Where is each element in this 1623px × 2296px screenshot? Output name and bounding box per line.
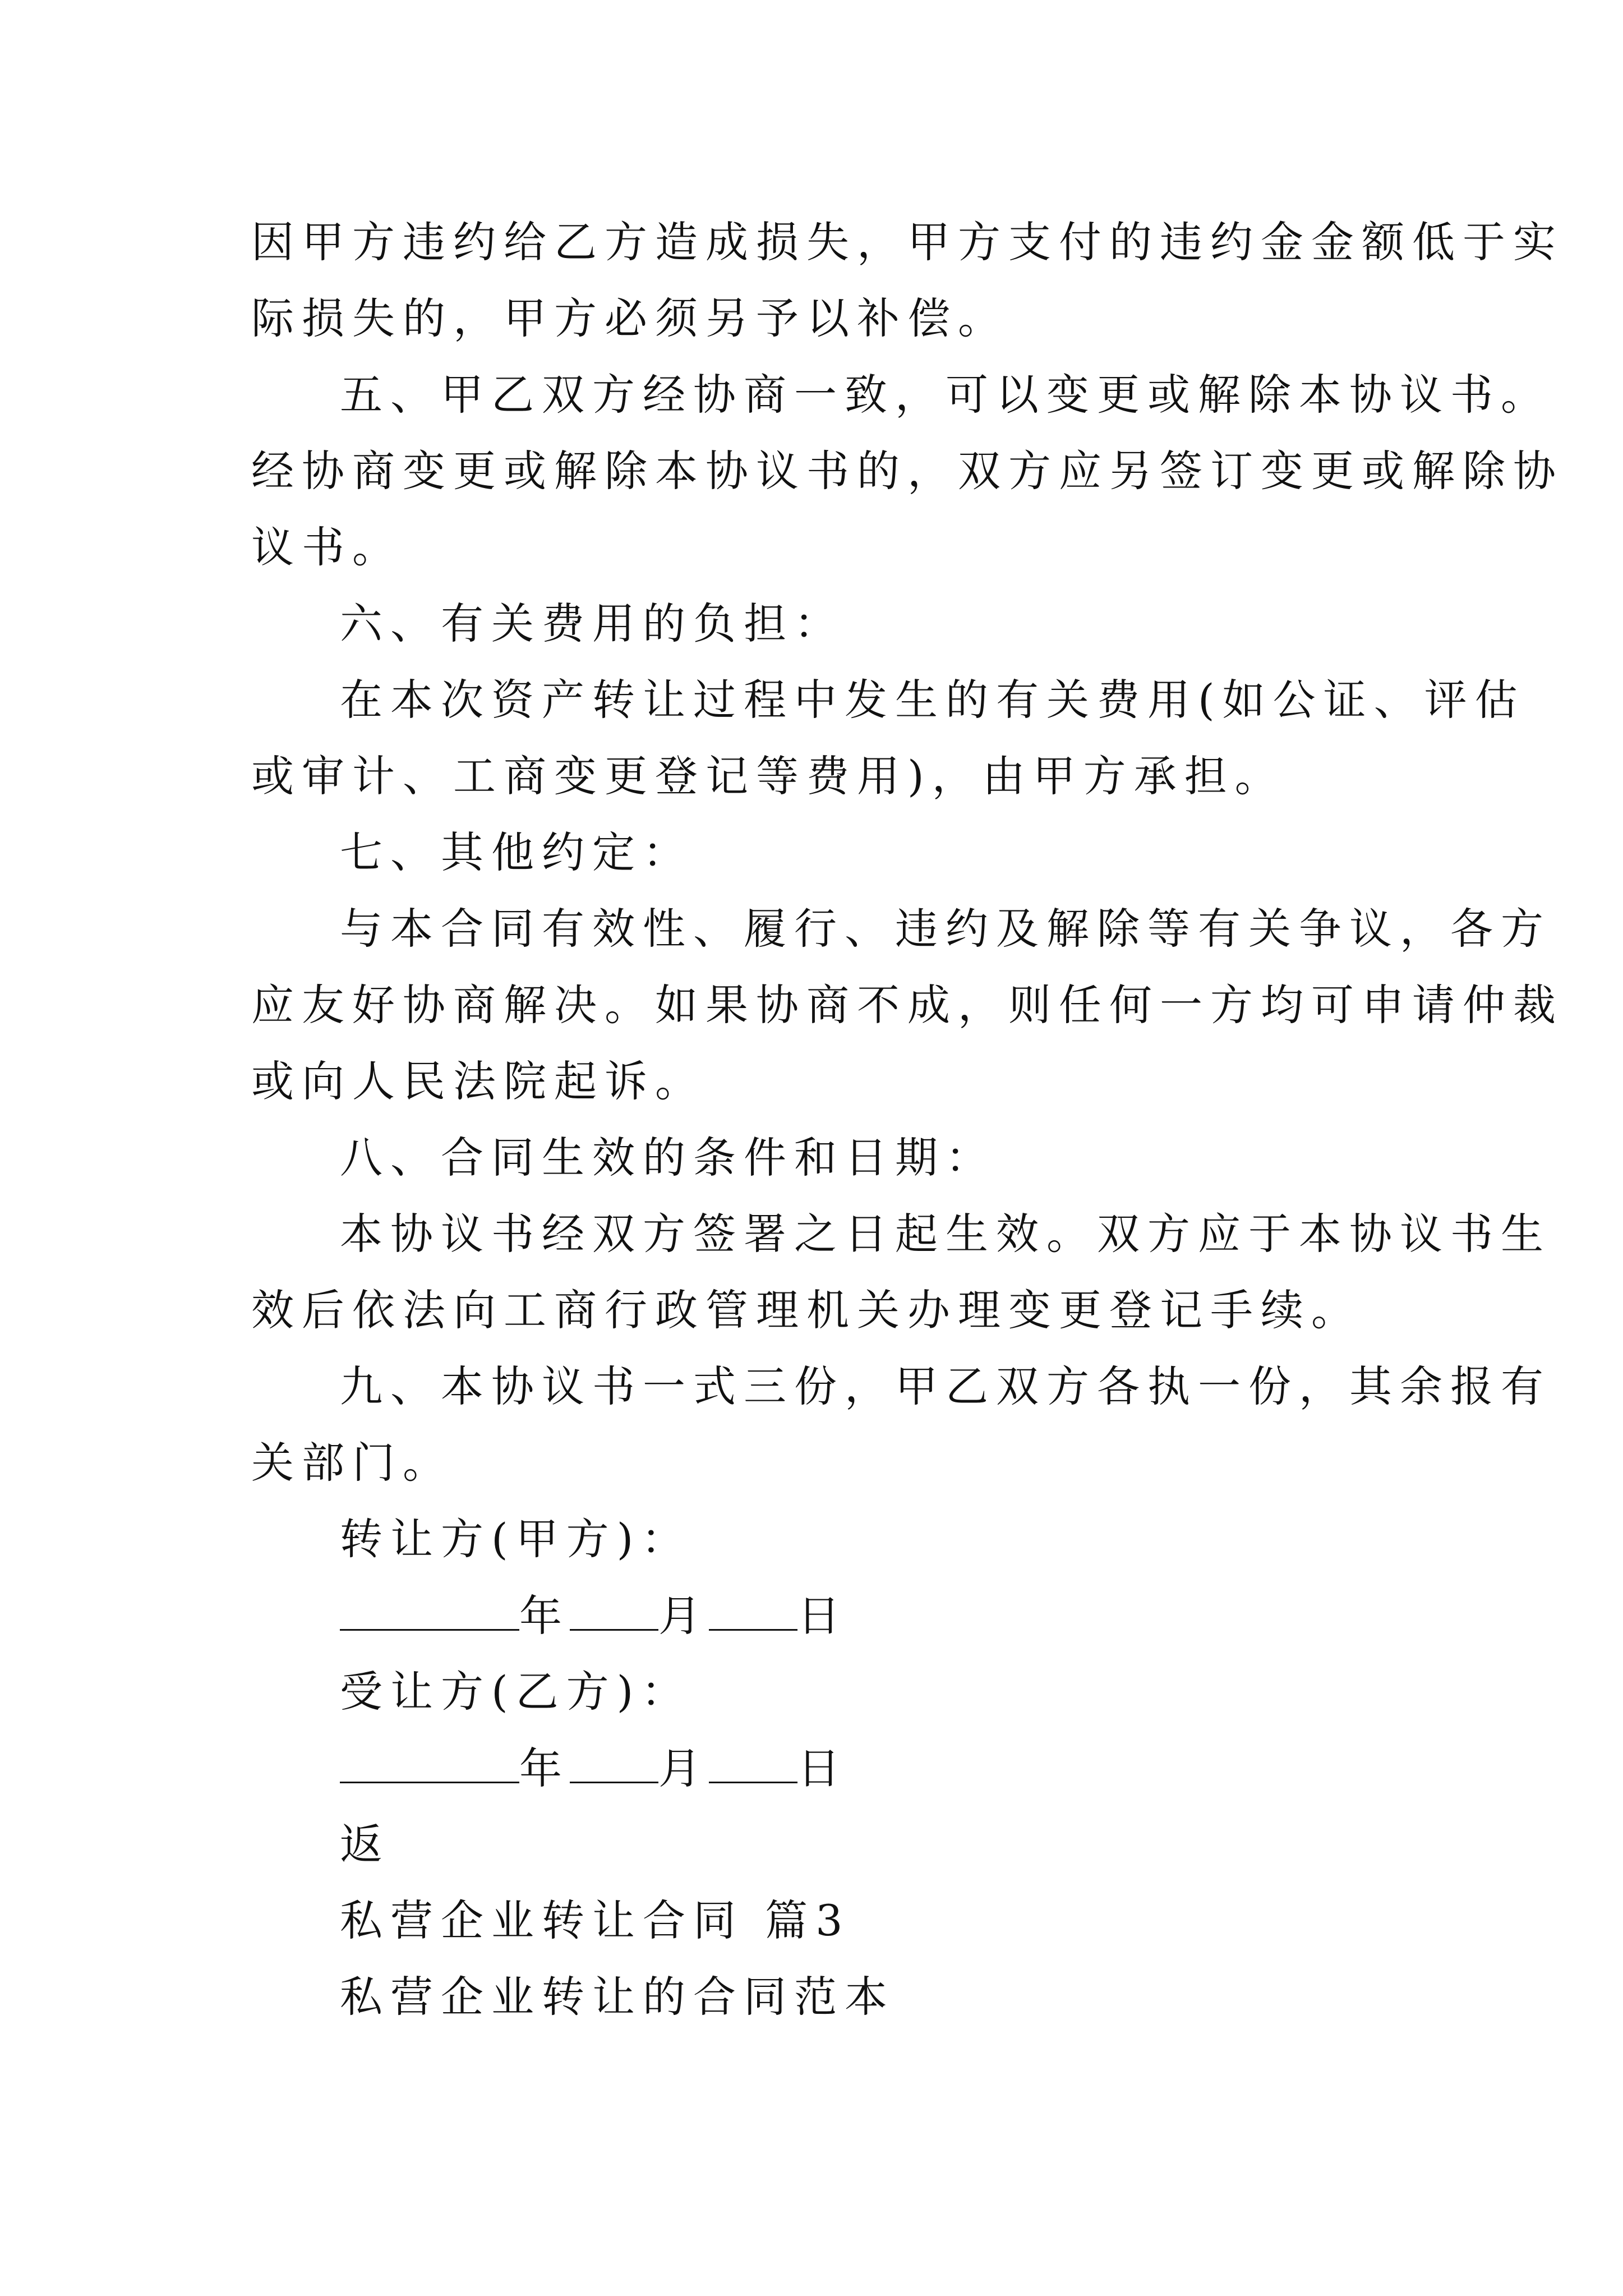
transferor-label: 转让方(甲方)：: [340, 1514, 692, 1564]
month-blank: [570, 1594, 658, 1631]
paragraph-line: 效后依法向工商行政管理机关办理变更登记手续。: [251, 1285, 1362, 1335]
clause-8-heading: 八、合同生效的条件和日期：: [340, 1133, 996, 1182]
paragraph-line: 议书。: [251, 522, 403, 572]
day-blank: [709, 1594, 797, 1631]
paragraph-line: 应友好协商解决。如果协商不成，则任何一方均可申请仲裁: [251, 980, 1564, 1030]
section-subtitle: 私营企业转让的合同范本: [340, 1972, 895, 2022]
paragraph-line: 在本次资产转让过程中发生的有关费用(如公证、评估: [340, 675, 1525, 725]
paragraph-line: 本协议书经双方签署之日起生效。双方应于本协议书生: [340, 1209, 1551, 1259]
year-blank: [340, 1747, 519, 1783]
clause-9-heading: 九、本协议书一式三份，甲乙双方各执一份，其余报有: [340, 1361, 1551, 1411]
paragraph-line: 与本合同有效性、履行、违约及解除等有关争议，各方: [340, 904, 1551, 954]
month-label: 月: [658, 1591, 709, 1641]
month-blank: [570, 1747, 658, 1783]
paragraph-line: 或审计、工商变更登记等费用)，由甲方承担。: [251, 751, 1285, 801]
year-label: 年: [519, 1743, 570, 1793]
clause-5-heading: 五、甲乙双方经协商一致，可以变更或解除本协议书。: [340, 370, 1551, 420]
day-blank: [709, 1747, 797, 1783]
transferor-date-line: [340, 1591, 848, 1641]
return-link[interactable]: 返: [340, 1819, 390, 1869]
transferee-label: 受让方(乙方)：: [340, 1667, 692, 1717]
paragraph-line: 关部门。: [251, 1438, 453, 1488]
document-page: [251, 0, 1564, 2296]
paragraph-line: 经协商变更或解除本协议书的，双方应另签订变更或解除协: [251, 446, 1564, 496]
paragraph-line: 因甲方违约给乙方造成损失，甲方支付的违约金金额低于实: [251, 217, 1564, 267]
paragraph-line: 际损失的，甲方必须另予以补偿。: [251, 293, 1008, 343]
day-label: 日: [797, 1591, 848, 1641]
paragraph-line: 或向人民法院起诉。: [251, 1056, 706, 1106]
section-title: 私营企业转让合同 篇3: [340, 1895, 851, 1945]
year-label: 年: [519, 1591, 570, 1641]
year-blank: [340, 1594, 519, 1631]
month-label: 月: [658, 1743, 709, 1793]
clause-6-heading: 六、有关费用的负担：: [340, 599, 845, 648]
transferee-date-line: [340, 1743, 848, 1793]
day-label: 日: [797, 1743, 848, 1793]
clause-7-heading: 七、其他约定：: [340, 827, 693, 877]
